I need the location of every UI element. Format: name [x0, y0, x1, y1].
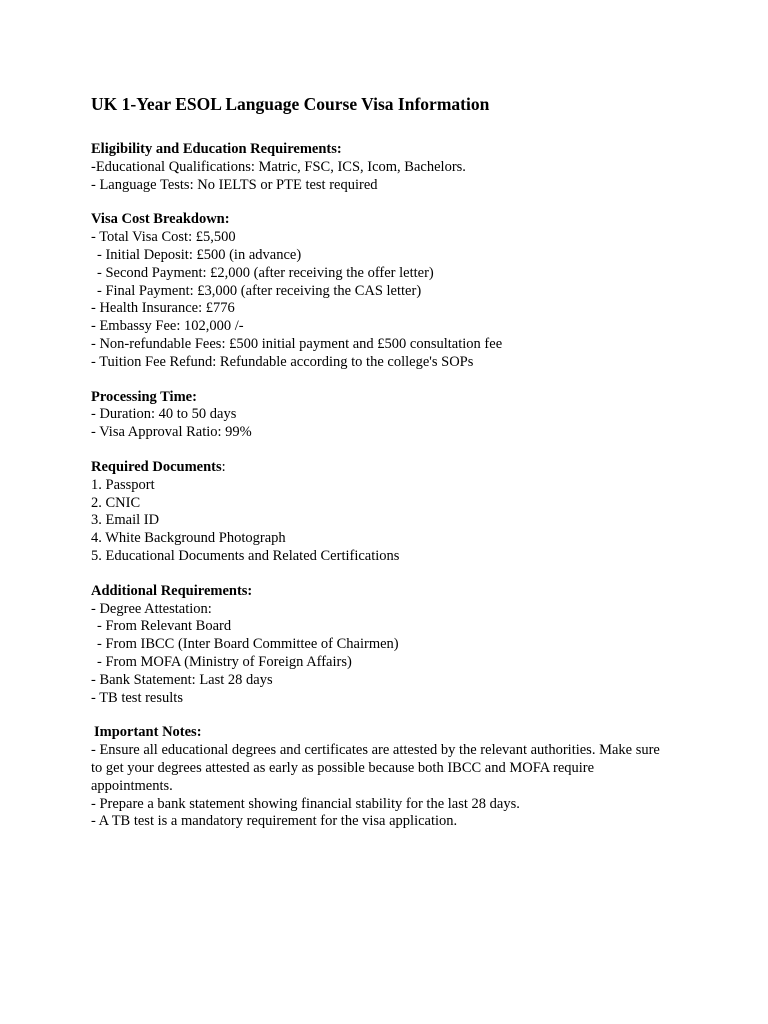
additional-subline: - From MOFA (Ministry of Foreign Affairs) [97, 653, 352, 670]
visa-cost-line: - Embassy Fee: 102,000 /- [91, 318, 244, 335]
documents-heading [91, 459, 691, 477]
processing-line: - Duration: 40 to 50 days [91, 406, 237, 423]
notes-line: - Prepare a bank statement showing financial stability for the last 28 days. [91, 795, 520, 812]
document-title: UK 1-Year ESOL Language Course Visa Information [91, 94, 490, 114]
documents-item: 4. White Background Photograph [91, 530, 286, 547]
additional-subline: - From Relevant Board [97, 618, 232, 635]
documents-heading-colon: : [221, 458, 226, 475]
additional-subline: - From IBCC (Inter Board Committee of Chairmen) [97, 636, 399, 653]
documents-section [91, 459, 691, 566]
visa-cost-line: - Tuition Fee Refund: Refundable according to the college's SOPs [91, 353, 474, 370]
visa-cost-line: - Health Insurance: £776 [91, 300, 235, 317]
eligibility-heading: Eligibility and Education Requirements: [91, 141, 342, 157]
notes-heading: Important Notes: [94, 724, 202, 741]
eligibility-line: -Educational Qualifications: Matric, FSC, ICS, Icom, Bachelors. [91, 158, 466, 175]
eligibility-line: - Language Tests: No IELTS or PTE test required [91, 176, 378, 193]
processing-heading: Processing Time: [91, 388, 197, 405]
documents-item: 5. Educational Documents and Related Certifications [91, 547, 400, 564]
additional-line: - TB test results [91, 689, 183, 706]
visa-cost-subline: - Second Payment: £2,000 (after receiving the offer letter) [97, 264, 434, 281]
notes-section [91, 724, 691, 831]
visa-cost-line: - Non-refundable Fees: £500 initial payment and £500 consultation fee [91, 335, 503, 352]
visa-cost-subline: - Initial Deposit: £500 (in advance) [97, 246, 302, 263]
processing-line: - Visa Approval Ratio: 99% [91, 424, 252, 441]
visa-cost-subline: - Final Payment: £3,000 (after receiving the CAS letter) [97, 282, 422, 299]
visa-cost-section [91, 211, 691, 371]
visa-cost-heading: Visa Cost Breakdown: [91, 211, 230, 228]
notes-line: - A TB test is a mandatory requirement for the visa application. [91, 813, 458, 830]
eligibility-section [91, 141, 691, 194]
visa-cost-line: - Total Visa Cost: £5,500 [91, 229, 236, 246]
document-page [91, 94, 691, 848]
processing-section [91, 389, 691, 442]
documents-heading-text: Required Documents [91, 458, 222, 475]
additional-line: - Degree Attestation: [91, 600, 212, 617]
notes-line: - Ensure all educational degrees and certificates are attested by the relevant authorities. Make sure to get your degrees attested as early as possible because both IBCC and MOFA require appointments. [91, 742, 660, 794]
documents-item: 1. Passport [91, 476, 155, 493]
documents-item: 3. Email ID [91, 512, 160, 529]
additional-heading: Additional Requirements: [91, 582, 253, 599]
documents-item: 2. CNIC [91, 494, 141, 511]
additional-line: - Bank Statement: Last 28 days [91, 671, 273, 688]
additional-section [91, 583, 691, 708]
